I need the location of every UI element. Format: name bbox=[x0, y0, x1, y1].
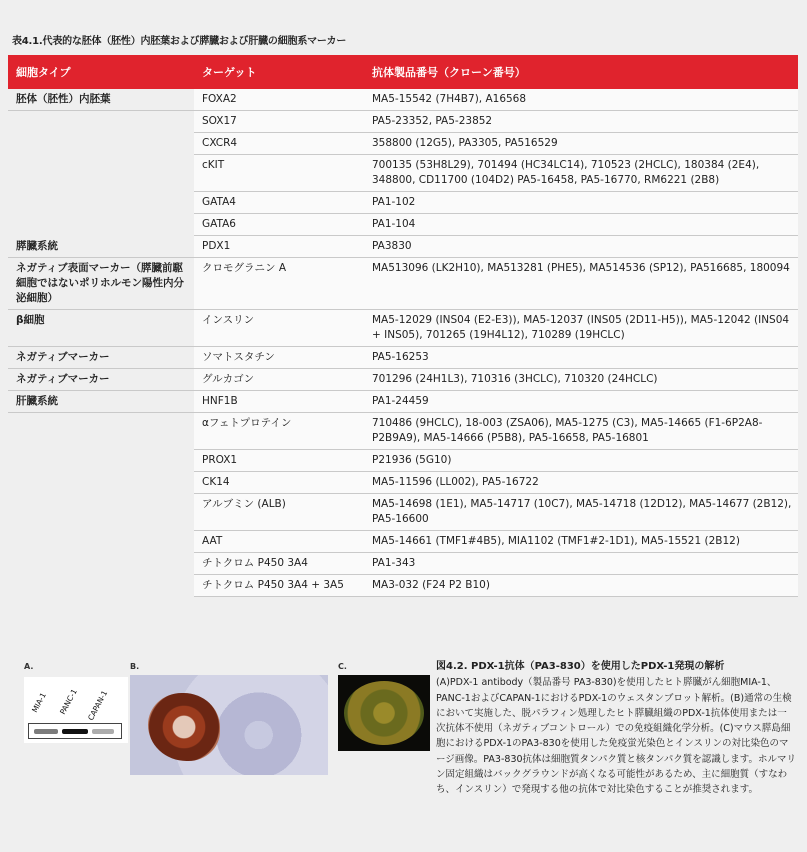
cell-target: FOXA2 bbox=[194, 89, 364, 111]
cell-target: アルブミン (ALB) bbox=[194, 494, 364, 531]
cell-type bbox=[8, 192, 194, 214]
cell-products: MA5-11596 (LL002), PA5-16722 bbox=[364, 472, 798, 494]
cell-type bbox=[8, 133, 194, 155]
cell-products: PA1-102 bbox=[364, 192, 798, 214]
table-header-row bbox=[8, 55, 798, 89]
cell-type: ネガティブ表面マーカー（膵臓前駆細胞ではないポリホルモン陽性内分泌細胞） bbox=[8, 258, 194, 310]
cell-target: αフェトプロテイン bbox=[194, 413, 364, 450]
cell-target: CXCR4 bbox=[194, 133, 364, 155]
table-row bbox=[8, 89, 798, 111]
cell-type bbox=[8, 472, 194, 494]
cell-products: MA5-15542 (7H4B7), A16568 bbox=[364, 89, 798, 111]
caption-body: (A)PDX-1 antibody（製品番号 PA3-830)を使用したヒト膵臓がん細胞MIA-1、PANC-1およびCAPAN-1におけるPDX-1のウェスタンブロット解析。(B)通常の生検において実施した、脱パラフィン処理したヒト膵臓組織のPDX-1抗体使用または一次抗体不使用（ネガティブコントロール）での免疫組織化学分析。(C)マウス膵島細胞におけるPDX-1のPA3-830を使用した免疫蛍光染色とインスリンの対比染色のマージ画像。PA3-830抗体は細胞質タンパク質と核タンパク質を認識します。ホルマリン固定組織はバックグラウンドが高くなる可能性があるため、主に細胞質（すなわち、インスリン）で発現する他の抗体で対比染色することが推奨されます。 bbox=[436, 677, 796, 796]
panel-a-label: A. bbox=[24, 662, 34, 671]
table-row bbox=[8, 369, 798, 391]
cell-target: インスリン bbox=[194, 310, 364, 347]
table-row bbox=[8, 258, 798, 310]
cell-target: ソマトスタチン bbox=[194, 347, 364, 369]
cell-type bbox=[8, 494, 194, 531]
lane-label: PANC-1 bbox=[58, 687, 79, 716]
cell-target: チトクロム P450 3A4 + 3A5 bbox=[194, 575, 364, 597]
header-products: 抗体製品番号（クローン番号） bbox=[364, 55, 798, 89]
table-row bbox=[8, 575, 798, 597]
cell-target: PDX1 bbox=[194, 236, 364, 258]
cell-type bbox=[8, 531, 194, 553]
table-row bbox=[8, 391, 798, 413]
blot-band bbox=[34, 729, 58, 734]
cell-products: 710486 (9HCLC), 18-003 (ZSA06), MA5-1275 (C3), MA5-14665 (F1-6P2A8-P2B9A9), MA5-14666 (P5B8), PA5-16658, PA5-16801 bbox=[364, 413, 798, 450]
panel-c-label: C. bbox=[338, 662, 347, 671]
cell-products: PA5-16253 bbox=[364, 347, 798, 369]
lane-label: MIA-1 bbox=[30, 691, 48, 714]
table-row bbox=[8, 155, 798, 192]
table-row bbox=[8, 472, 798, 494]
cell-type bbox=[8, 155, 194, 192]
cell-type: β細胞 bbox=[8, 310, 194, 347]
cell-type: 胚体（胚性）内胚葉 bbox=[8, 89, 194, 111]
cell-target: PROX1 bbox=[194, 450, 364, 472]
table-title: 表4.1.代表的な胚体（胚性）内胚葉および膵臓および肝臓の細胞系マーカー bbox=[12, 36, 347, 47]
blot-band bbox=[62, 729, 88, 734]
cell-products: 700135 (53H8L29), 701494 (HC34LC14), 710523 (2HCLC), 180384 (2E4), 348800, CD11700 (104D2) PA5-16458, PA5-16770, RM6221 (2B8) bbox=[364, 155, 798, 192]
stained-islet bbox=[148, 693, 220, 761]
cell-type bbox=[8, 575, 194, 597]
cell-type: ネガティブマーカー bbox=[8, 347, 194, 369]
cell-products: 701296 (24H1L3), 710316 (3HCLC), 710320 (24HCLC) bbox=[364, 369, 798, 391]
table-row bbox=[8, 553, 798, 575]
cell-target: GATA4 bbox=[194, 192, 364, 214]
table-row bbox=[8, 111, 798, 133]
cell-target: CK14 bbox=[194, 472, 364, 494]
lane-label: CAPAN-1 bbox=[86, 688, 110, 722]
cell-target: チトクロム P450 3A4 bbox=[194, 553, 364, 575]
cell-products: PA1-104 bbox=[364, 214, 798, 236]
table-row bbox=[8, 413, 798, 450]
caption-title: 図4.2. PDX-1抗体（PA3-830）を使用したPDX-1発現の解析 bbox=[436, 661, 725, 672]
cell-type bbox=[8, 413, 194, 450]
cell-type: 肝臓系統 bbox=[8, 391, 194, 413]
cell-target: SOX17 bbox=[194, 111, 364, 133]
table-row bbox=[8, 236, 798, 258]
cell-products: MA3-032 (F24 P2 B10) bbox=[364, 575, 798, 597]
header-cell-type: 細胞タイプ bbox=[8, 55, 194, 89]
cell-target: GATA6 bbox=[194, 214, 364, 236]
cell-products: MA5-12029 (INS04 (E2-E3)), MA5-12037 (INS05 (2D11-H5)), MA5-12042 (INS04 + INS05), 701265 (19H4L12), 710289 (19HCLC) bbox=[364, 310, 798, 347]
cell-target: AAT bbox=[194, 531, 364, 553]
cell-products: MA5-14661 (TMF1#4B5), MIA1102 (TMF1#2-1D1), MA5-15521 (2B12) bbox=[364, 531, 798, 553]
cell-products: PA3830 bbox=[364, 236, 798, 258]
cell-products: P21936 (5G10) bbox=[364, 450, 798, 472]
header-target: ターゲット bbox=[194, 55, 364, 89]
cell-products: PA1-343 bbox=[364, 553, 798, 575]
cell-products: 358800 (12G5), PA3305, PA516529 bbox=[364, 133, 798, 155]
cell-type: ネガティブマーカー bbox=[8, 369, 194, 391]
cell-type bbox=[8, 111, 194, 133]
table-row bbox=[8, 214, 798, 236]
figure-caption bbox=[436, 659, 796, 798]
blot-band bbox=[92, 729, 114, 734]
cell-type bbox=[8, 214, 194, 236]
table-row bbox=[8, 450, 798, 472]
panel-b-label: B. bbox=[130, 662, 140, 671]
cell-target: HNF1B bbox=[194, 391, 364, 413]
cell-target: cKIT bbox=[194, 155, 364, 192]
cell-type bbox=[8, 450, 194, 472]
cell-products: MA513096 (LK2H10), MA513281 (PHE5), MA514536 (SP12), PA516685, 180094 bbox=[364, 258, 798, 310]
cell-products: PA5-23352, PA5-23852 bbox=[364, 111, 798, 133]
table-row bbox=[8, 133, 798, 155]
cell-products: MA5-14698 (1E1), MA5-14717 (10C7), MA5-14718 (12D12), MA5-14677 (2B12), PA5-16600 bbox=[364, 494, 798, 531]
table-row bbox=[8, 531, 798, 553]
cell-target: グルカゴン bbox=[194, 369, 364, 391]
table-row bbox=[8, 192, 798, 214]
cell-target: クロモグラニン A bbox=[194, 258, 364, 310]
marker-table bbox=[8, 55, 798, 597]
fluorescent-islet bbox=[344, 681, 424, 745]
western-blot-image bbox=[24, 677, 128, 743]
table-row bbox=[8, 310, 798, 347]
ihc-image bbox=[130, 675, 328, 775]
cell-type: 膵臓系統 bbox=[8, 236, 194, 258]
immunofluorescence-image bbox=[338, 675, 430, 751]
cell-products: PA1-24459 bbox=[364, 391, 798, 413]
cell-type bbox=[8, 553, 194, 575]
figure bbox=[12, 655, 797, 835]
table-row bbox=[8, 347, 798, 369]
table-row bbox=[8, 494, 798, 531]
